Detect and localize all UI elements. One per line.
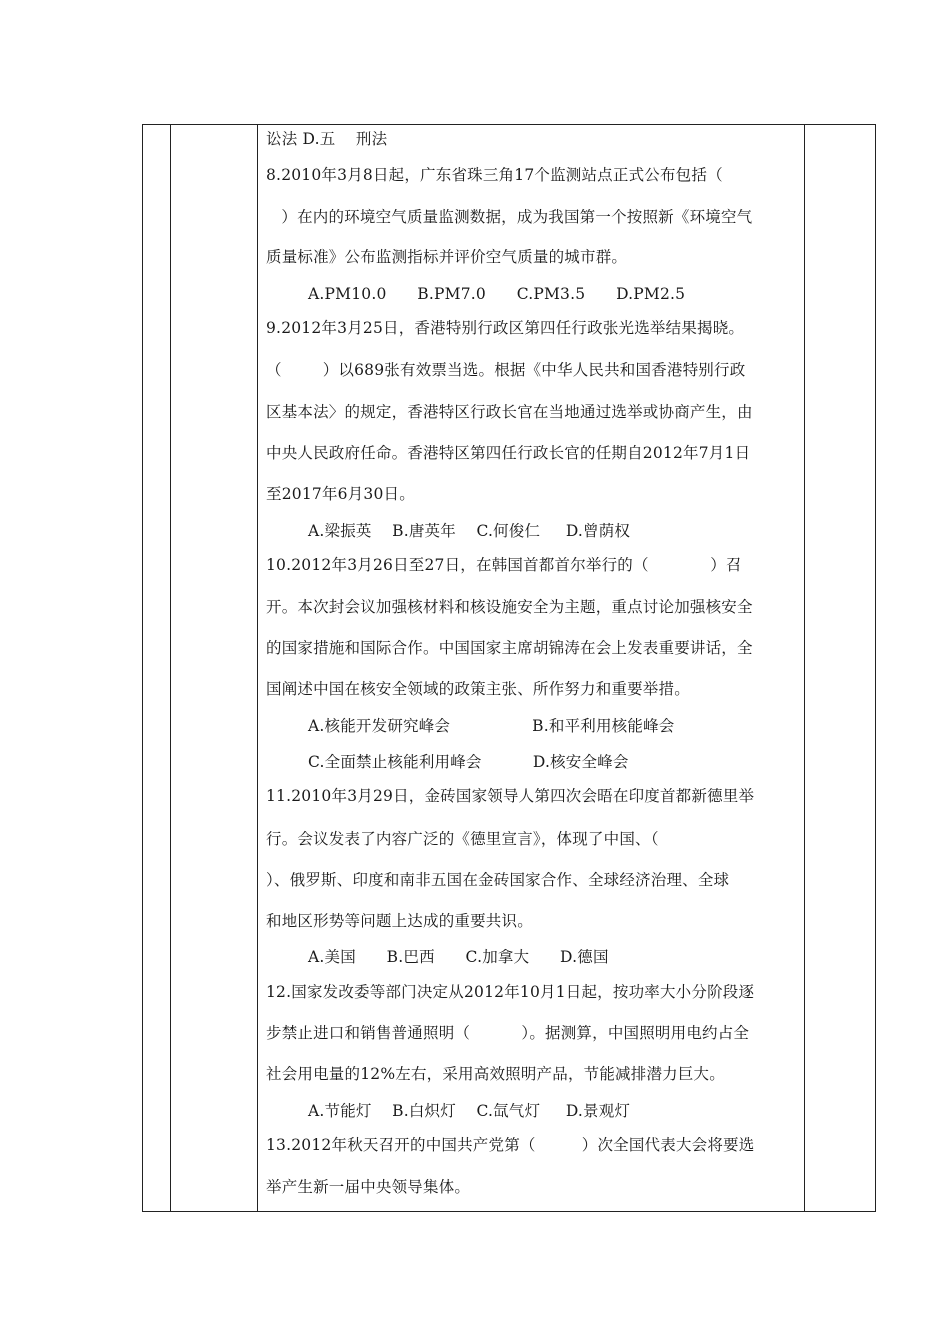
question-11-options: A.美国 B.巴西 C.加拿大 D.德国 — [308, 948, 609, 966]
question-content-cell — [257, 125, 793, 1211]
text-line: 讼法 D.五 刑法 — [266, 130, 388, 148]
text-line: 开。本次封会议加强核材料和核设施安全为主题，重点讨论加强核安全 — [266, 598, 753, 616]
text-line: 至2017年6月30日。 — [266, 485, 415, 503]
text-line: 和地区形势等问题上达成的重要共识。 — [266, 912, 533, 930]
column-divider-1 — [170, 125, 171, 1211]
text-line: 的国家措施和国际合作。中国国家主席胡锦涛在会上发表重要讲话，全 — [266, 639, 753, 657]
text-line: ）、俄罗斯、印度和南非五国在金砖国家合作、全球经济治理、全球 — [266, 871, 730, 889]
text-line: 中央人民政府任命。香港特区第四任行政长官的任期自2012年7月1日 — [266, 444, 751, 462]
text-line: 行。会议发表了内容广泛的《德里宣言》，体现了中国、（ — [266, 830, 659, 848]
question-8-options: A.PM10.0 B.PM7.0 C.PM3.5 D.PM2.5 — [308, 285, 686, 303]
text-line: 社会用电量的12%左右，采用高效照明产品，节能减排潜力巨大。 — [266, 1065, 725, 1083]
question-10-options-2: C.全面禁止核能利用峰会 D.核安全峰会 — [308, 753, 629, 771]
column-divider-3 — [804, 125, 805, 1211]
text-line: 区基本法〉的规定，香港特区行政长官在当地通过选举或协商产生，由 — [266, 403, 753, 421]
question-10-line: 10.2012年3月26日至27日，在韩国首都首尔举行的（ ）召 — [266, 556, 742, 574]
question-12-line: 12.国家发改委等部门决定从2012年10月1日起，按功率大小分阶段逐 — [266, 983, 755, 1001]
question-10-options-1: A.核能开发研究峰会 B.和平利用核能峰会 — [308, 717, 675, 735]
question-13-line: 13.2012年秋天召开的中国共产党第（ ）次全国代表大会将要选 — [266, 1136, 755, 1154]
document-table — [142, 124, 876, 1212]
question-11-line: 11.2010年3月29日，金砖国家领导人第四次会晤在印度首都新德里举 — [266, 787, 755, 805]
text-line: 国阐述中国在核安全领域的政策主张、所作努力和重要举措。 — [266, 680, 690, 698]
text-line: 举产生新一届中央领导集体。 — [266, 1178, 471, 1196]
question-8-line: 8.2010年3月8日起，广东省珠三角17个监测站点正式公布包括（ — [266, 166, 723, 184]
text-line: （ ）以689张有效票当选。根据《中华人民共和国香港特别行政 — [266, 361, 746, 379]
question-9-line: 9.2012年3月25日，香港特别行政区第四任行政张光选举结果揭晓。 — [266, 319, 745, 337]
text-line: 质量标准》公布监测指标并评价空气质量的城市群。 — [266, 248, 628, 266]
question-12-options: A.节能灯 B.白炽灯 C.氙气灯 D.景观灯 — [308, 1102, 631, 1120]
question-9-options: A.梁振英 B.唐英年 C.何俊仁 D.曾荫权 — [308, 522, 631, 540]
text-line: ）在内的环境空气质量监测数据，成为我国第一个按照新《环境空气 — [266, 208, 753, 226]
text-line: 步禁止进口和销售普通照明（ ）。据测算，中国照明用电约占全 — [266, 1024, 750, 1042]
